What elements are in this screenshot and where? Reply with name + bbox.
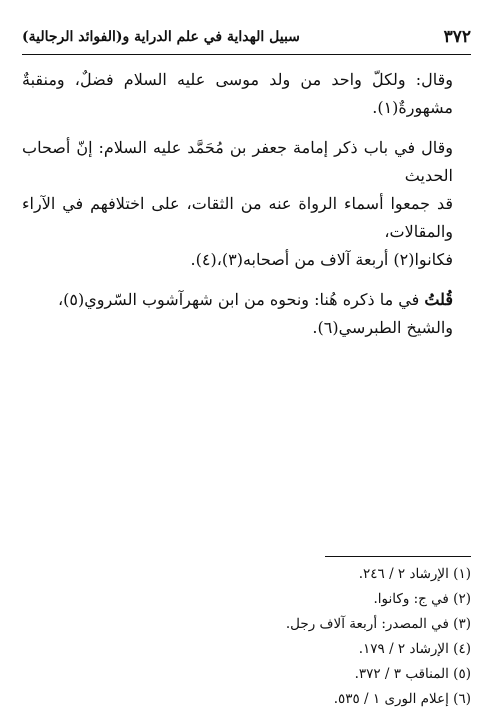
- header-divider: [22, 54, 471, 55]
- footnotes: [22, 562, 471, 712]
- paragraph-3-line-1: [22, 286, 453, 314]
- paragraph-2-line-1: وقال في باب ذكر إمامة جعفر بن مُحَمَّد عليه السلام: إنّ أصحاب الحديث: [22, 138, 453, 185]
- footnote-divider: [325, 556, 471, 557]
- footnote-2: (٢) في ج: وكانوا.: [373, 591, 471, 607]
- page-header: [22, 22, 471, 52]
- paragraph-2: [22, 134, 453, 274]
- main-text: [22, 62, 453, 354]
- paragraph-2-line-3: فكانوا(٢) أربعة آلاف من أصحابه(٣)،(٤).: [190, 250, 453, 269]
- paragraph-3: [22, 286, 453, 342]
- paragraph-3-lead-word: قُلتُ: [424, 290, 453, 309]
- paragraph-3-line-1-text: في ما ذكره هُنا: ونحوه من ابن شهرآشوب السّروي(٥)،: [57, 290, 425, 309]
- paragraph-2-line-2: قد جمعوا أسماء الرواة عنه من الثقات، على اختلافهم في الآراء والمقالات،: [22, 194, 453, 241]
- page-number: ٣٧٢: [443, 27, 471, 47]
- footnote-1: (١) الإرشاد ٢ / ٢٤٦.: [358, 566, 471, 582]
- paragraph-1: وقال: ولكلّ واحد من ولد موسى عليه السلام فضلٌ، ومنقبةٌ مشهورةٌ(١).: [22, 70, 453, 117]
- running-title: سبيل الهداية في علم الدراية و(الفوائد الرجالية): [22, 29, 300, 45]
- footnote-4: (٤) الإرشاد ٢ / ١٧٩.: [358, 641, 471, 657]
- footnote-5: (٥) المناقب ٣ / ٣٧٢.: [354, 666, 471, 682]
- footnote-3: (٣) في المصدر: أربعة آلاف رجل.: [285, 616, 471, 632]
- footnote-6: (٦) إعلام الورى ١ / ٥٣٥.: [333, 691, 471, 707]
- paragraph-3-line-2: والشيخ الطبرسي(٦).: [312, 318, 453, 337]
